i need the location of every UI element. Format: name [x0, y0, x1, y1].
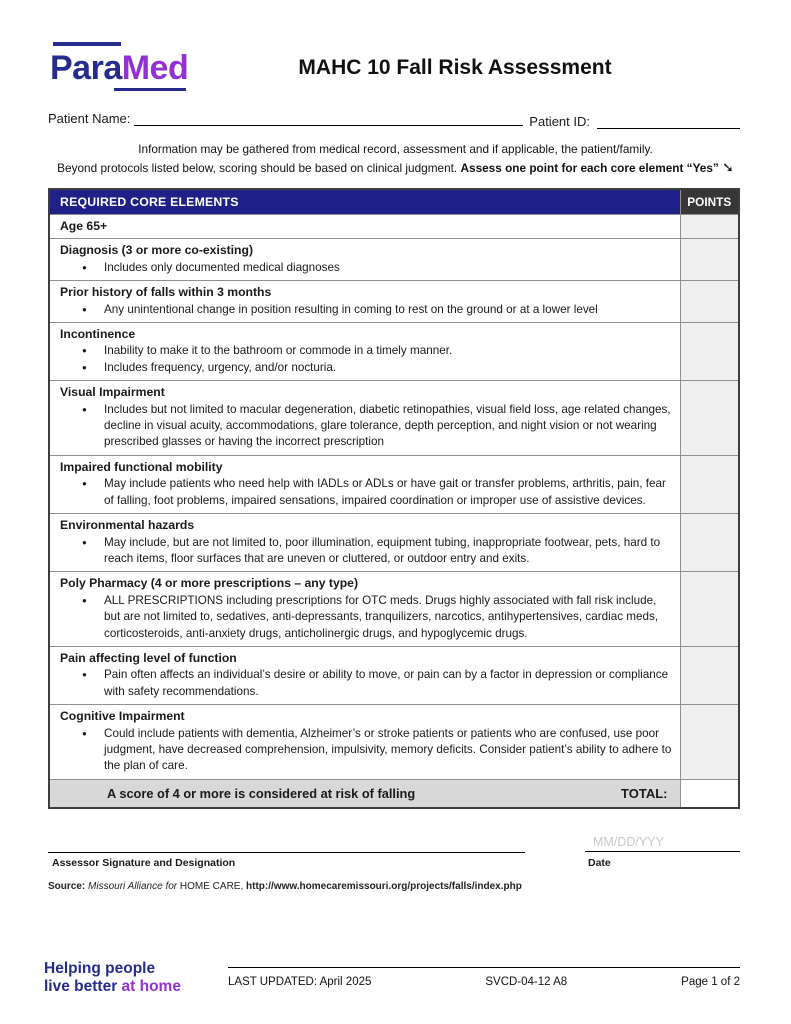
- bullet-item: ● Inability to make it to the bathroom or commode in a timely manner.: [76, 343, 672, 359]
- row-title: Prior history of falls within 3 months: [60, 285, 272, 300]
- instructions-line-1: Information may be gathered from medical record, assessment and if applicable, the patient/family.: [138, 142, 653, 156]
- source-org-italic: Missouri Alliance for: [88, 881, 178, 892]
- core-element-cell: [49, 705, 680, 780]
- logo-para: Para: [50, 48, 122, 87]
- source-prefix: Source:: [48, 881, 86, 892]
- source-url[interactable]: http://www.homecaremissouri.org/projects/falls/index.php: [246, 881, 522, 892]
- logo-bottom-bar: [114, 88, 186, 92]
- table-row: [49, 514, 739, 572]
- core-element-cell: [49, 323, 680, 381]
- row-title: Environmental hazards: [60, 518, 195, 533]
- bullet-item: ● May include, but are not limited to, poor illumination, equipment tubing, inappropriate footwear, pets, hard to reach items, floor surfaces that are uneven or cluttered, or outdoor entry and exits.: [76, 535, 672, 568]
- row-bullets: [60, 402, 672, 451]
- table-row: [49, 215, 739, 239]
- footer: [228, 967, 740, 988]
- row-bullets: [60, 260, 672, 276]
- document-code: SVCD-04-12 A8: [485, 976, 568, 988]
- bullet-item: ● Includes only documented medical diagnoses: [76, 260, 672, 276]
- instructions-line-2: Beyond protocols listed below, scoring should be based on clinical judgment. Assess one point for each core element “Yes” ➘: [57, 158, 734, 175]
- row-title: Poly Pharmacy (4 or more prescriptions – any type): [60, 576, 359, 591]
- bullet-item: ● Any unintentional change in position resulting in coming to rest on the ground or at a lower level: [76, 302, 672, 318]
- bullet-item: ● ALL PRESCRIPTIONS including prescriptions for OTC meds. Drugs highly associated with fall risk include, but are not limited to, sedatives, anti-depressants, tranquilizers, narcotics, antihypertensives, cardiac meds, corticosteroids, anti-anxiety drugs, anticholinergic drugs, and hypoglycemic drugs.: [76, 593, 672, 642]
- column-header-points: POINTS: [680, 189, 739, 215]
- points-cell[interactable]: [680, 572, 739, 647]
- table-row: [49, 646, 739, 704]
- points-cell[interactable]: [680, 514, 739, 572]
- core-element-cell: [49, 572, 680, 647]
- bullet-item: ● Includes frequency, urgency, and/or nocturia.: [76, 360, 672, 376]
- source-citation: [48, 881, 522, 892]
- date-placeholder[interactable]: MM/DD/YYY: [593, 835, 664, 849]
- points-cell[interactable]: [680, 239, 739, 281]
- column-header-core-elements: REQUIRED CORE ELEMENTS: [49, 189, 680, 215]
- page-title: MAHC 10 Fall Risk Assessment: [298, 56, 612, 79]
- points-cell[interactable]: [680, 455, 739, 513]
- brand-tagline: [44, 960, 181, 996]
- patient-info-row: [48, 109, 740, 129]
- paramed-logo: [50, 42, 188, 91]
- points-cell[interactable]: [680, 646, 739, 704]
- core-element-cell: [49, 281, 680, 323]
- row-title: Age 65+: [60, 219, 108, 233]
- date-field[interactable]: [585, 835, 740, 852]
- core-element-cell: [49, 455, 680, 513]
- points-cell[interactable]: [680, 215, 739, 239]
- row-title: Incontinence: [60, 327, 136, 342]
- core-elements-table: [48, 188, 740, 809]
- page-number: Page 1 of 2: [681, 976, 740, 988]
- total-row: [49, 779, 739, 808]
- row-title: Pain affecting level of function: [60, 650, 237, 665]
- core-element-cell: [49, 381, 680, 456]
- southeast-arrow-icon: ➘: [722, 158, 734, 175]
- logo-text: [50, 48, 188, 88]
- tagline-line-2: live better at home: [44, 978, 181, 995]
- total-label: TOTAL:: [621, 785, 668, 801]
- row-bullets: [60, 535, 672, 568]
- row-title: Cognitive Impairment: [60, 709, 185, 724]
- last-updated: LAST UPDATED: April 2025: [228, 976, 372, 988]
- core-element-cell: [49, 215, 680, 239]
- points-cell[interactable]: [680, 705, 739, 780]
- row-bullets: [60, 667, 672, 700]
- logo-top-bar: [53, 42, 121, 46]
- row-bullets: [60, 343, 672, 376]
- bullet-item: ● Includes but not limited to macular degeneration, diabetic retinopathies, visual field loss, age related changes, decline in visual acuity, accommodations, glare tolerance, depth perception, and night vision or not wearing prescribed glasses or having the incorrect prescription: [76, 402, 672, 451]
- table-row: [49, 381, 739, 456]
- date-label: Date: [588, 857, 611, 869]
- row-bullets: [60, 302, 672, 318]
- logo-med: Med: [121, 48, 189, 87]
- core-elements-body: [49, 215, 739, 780]
- row-bullets: [60, 593, 672, 642]
- risk-threshold-note: A score of 4 or more is considered at risk of falling: [107, 785, 416, 801]
- tagline-line-1: Helping people: [44, 960, 156, 977]
- patient-id-label: Patient ID:: [529, 114, 590, 129]
- table-row: [49, 239, 739, 281]
- points-cell[interactable]: [680, 323, 739, 381]
- assessor-signature-line[interactable]: [48, 852, 525, 853]
- table-header-row: [49, 189, 739, 215]
- row-title: Impaired functional mobility: [60, 459, 223, 474]
- assessor-signature-label: Assessor Signature and Designation: [52, 857, 236, 869]
- patient-name-label: Patient Name:: [48, 111, 131, 126]
- row-bullets: [60, 476, 672, 509]
- bullet-item: ● Pain often affects an individual’s desire or ability to move, or pain can by a factor in depression or compliance with safety recommendations.: [76, 667, 672, 700]
- table-row: [49, 455, 739, 513]
- instructions: [40, 141, 751, 177]
- core-element-cell: [49, 646, 680, 704]
- table-row: [49, 281, 739, 323]
- points-cell[interactable]: [680, 281, 739, 323]
- bullet-item: ● May include patients who need help with IADLs or ADLs or have gait or transfer problems, arthritis, pain, fear of falling, foot problems, impaired sensations, impaired coordination or improper use of assistive devices.: [76, 476, 672, 509]
- core-element-cell: [49, 239, 680, 281]
- row-title: Diagnosis (3 or more co-existing): [60, 243, 254, 258]
- core-element-cell: [49, 514, 680, 572]
- patient-name-input-line[interactable]: [134, 109, 523, 126]
- points-cell[interactable]: [680, 381, 739, 456]
- row-bullets: [60, 726, 672, 775]
- source-org-caps: HOME CARE,: [179, 881, 244, 892]
- bullet-item: ● Could include patients with dementia, Alzheimer’s or stroke patients or patients who are confused, use poor judgment, have decreased comprehension, impulsivity, memory deficits. Consider patient’s ability to adhere to the plan of care.: [76, 726, 672, 775]
- patient-id-input-line[interactable]: [597, 112, 740, 129]
- table-row: [49, 323, 739, 381]
- table-row: [49, 572, 739, 647]
- row-title: Visual Impairment: [60, 385, 165, 400]
- total-score-box[interactable]: [680, 779, 739, 808]
- table-row: [49, 705, 739, 780]
